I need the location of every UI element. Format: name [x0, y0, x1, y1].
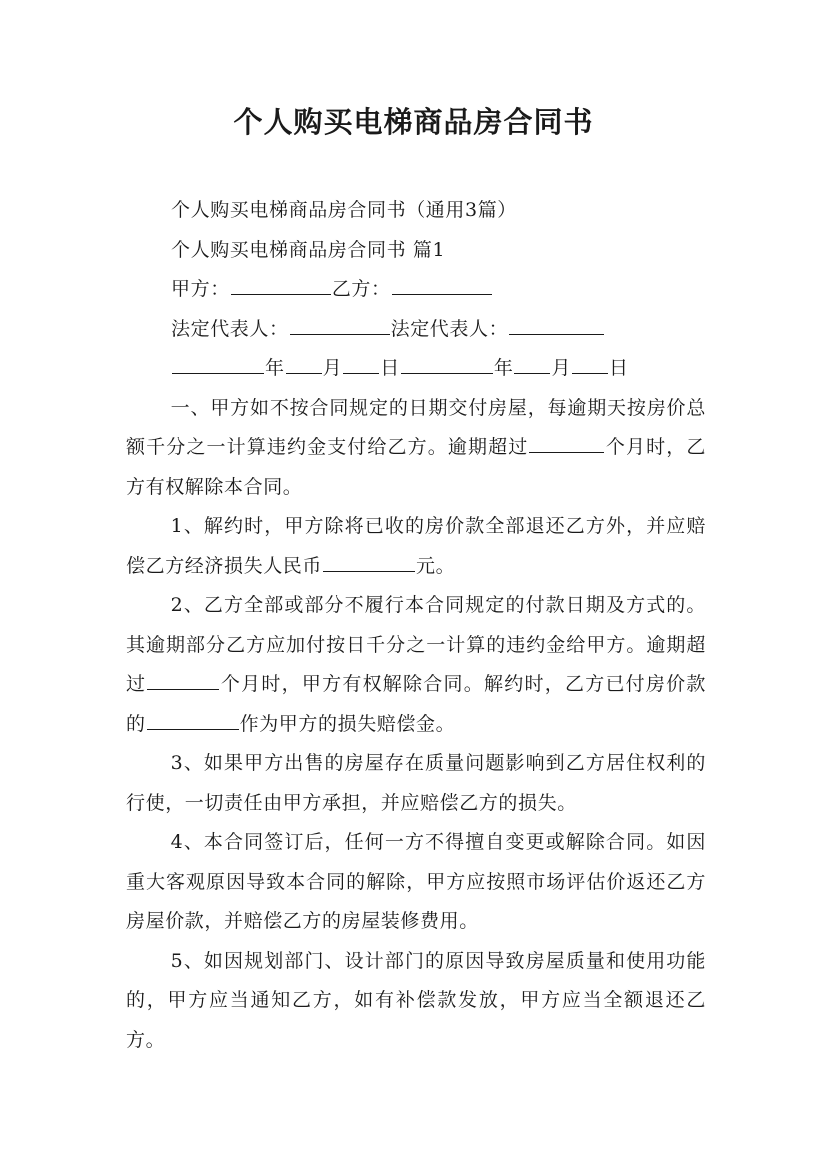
clause-2-percent-blank[interactable]	[147, 709, 239, 730]
clause-2-text-1: 2、乙方全部或部分不履行本合同规定的付款日期及方式的。其逾期部分乙方应加付按日千分之一计算的违约金给甲方。逾期超过	[126, 594, 706, 695]
clause-intro	[126, 389, 706, 508]
party-a-label: 甲方：	[171, 278, 230, 300]
document-body	[126, 191, 706, 1060]
clause-1-text-2: 元。	[416, 554, 456, 577]
party-a-blank[interactable]	[231, 274, 331, 295]
clause-intro-text-1: 一、甲方如不按合同规定的日期交付房屋，每逾期天按房价总额千分之一计算违约金支付给乙方。逾期超过	[126, 396, 706, 458]
clause-1	[126, 507, 706, 586]
section-title: 个人购买电梯商品房合同书 篇1	[171, 238, 446, 261]
parties-line	[126, 270, 706, 310]
document-title: 个人购买电梯商品房合同书	[233, 105, 594, 139]
date-a-month: 月	[322, 357, 343, 379]
representatives-line	[126, 310, 706, 350]
clause-1-amount-blank[interactable]	[323, 551, 415, 572]
party-b-label: 乙方：	[331, 278, 391, 300]
clause-2	[126, 586, 706, 744]
clause-intro-text-2: 个月时，乙方有权解除本合同。	[126, 436, 706, 498]
clause-intro-months-blank[interactable]	[529, 432, 604, 453]
clause-2-text-2: 个月时，甲方有权解除合同。解约时，乙方已付房价款的	[126, 673, 706, 735]
rep-b-blank[interactable]	[509, 314, 604, 335]
date-a-day-blank[interactable]	[343, 353, 379, 374]
rep-a-blank[interactable]	[290, 314, 390, 335]
date-b-month: 月	[551, 357, 572, 379]
date-b-month-blank[interactable]	[514, 353, 550, 374]
rep-b-label: 法定代表人：	[390, 317, 509, 340]
clause-2-text-3: 作为甲方的损失赔偿金。	[239, 712, 456, 735]
date-a-year: 年	[265, 357, 285, 379]
clause-3: 3、如果甲方出售的房屋存在质量问题影响到乙方居住权利的行使，一切责任由甲方承担，并应赔偿乙方的损失。	[126, 752, 706, 814]
date-a-month-blank[interactable]	[286, 353, 322, 374]
clause-5: 5、如因规划部门、设计部门的原因导致房屋质量和使用功能的，甲方应当通知乙方，如有补偿款发放，甲方应当全额退还乙方。	[126, 949, 706, 1051]
date-a-year-blank[interactable]	[172, 353, 264, 374]
document-subtitle: 个人购买电梯商品房合同书（通用3篇）	[171, 199, 517, 221]
party-b-blank[interactable]	[392, 274, 492, 295]
clause-4: 4、本合同签订后，任何一方不得擅自变更或解除合同。如因重大客观原因导致本合同的解除，甲方应按照市场评估价返还乙方房屋价款，并赔偿乙方的房屋装修费用。	[126, 831, 706, 932]
clause-2-months-blank[interactable]	[147, 669, 219, 690]
date-b-year-blank[interactable]	[401, 353, 493, 374]
date-b-day: 日	[609, 357, 629, 379]
rep-a-label: 法定代表人：	[171, 317, 289, 340]
date-a-day: 日	[380, 357, 400, 379]
date-b-year: 年	[493, 357, 514, 379]
clause-1-text-1: 1、解约时，甲方除将已收的房价款全部退还乙方外，并应赔偿乙方经济损失人民币	[126, 515, 706, 577]
date-b-day-blank[interactable]	[572, 353, 608, 374]
date-line	[126, 349, 706, 389]
